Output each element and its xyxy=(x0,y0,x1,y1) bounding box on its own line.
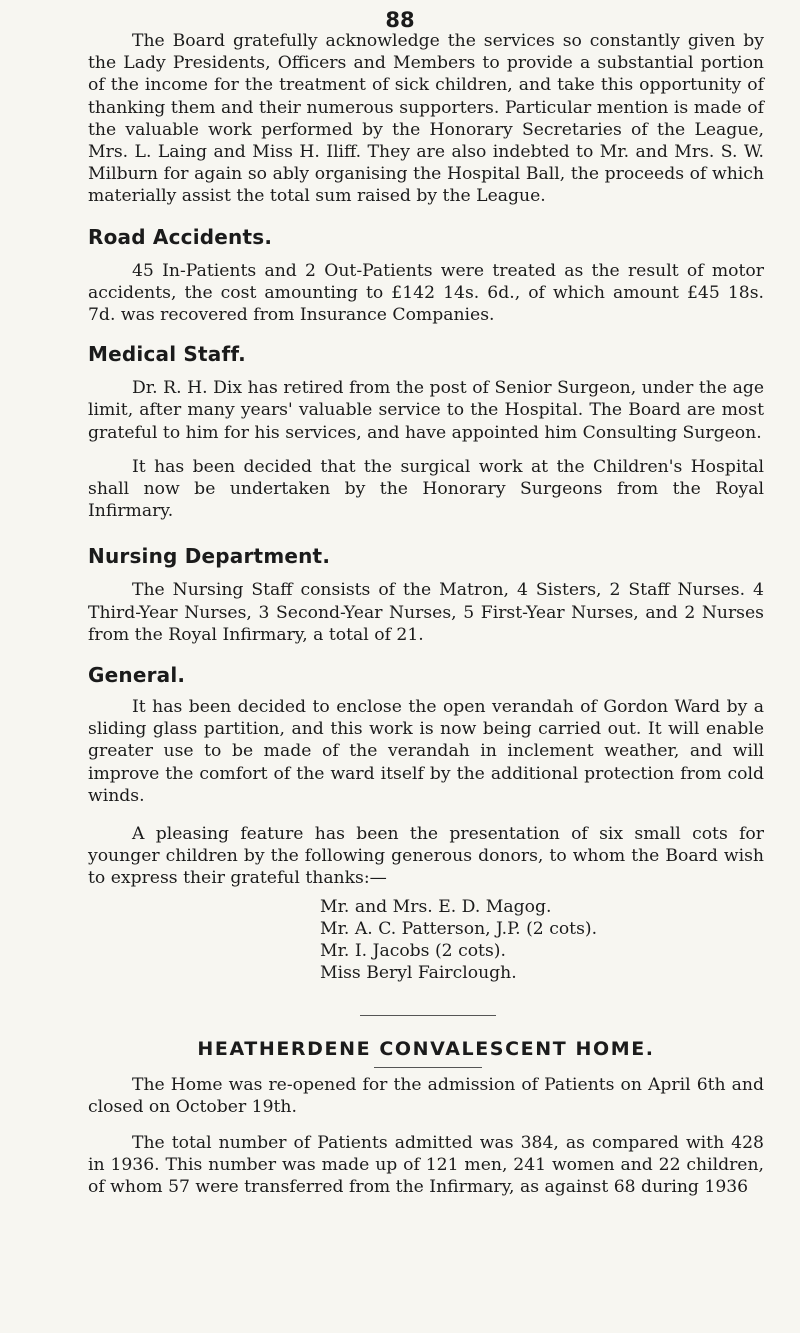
intro-paragraph: The Board gratefully acknowledge the services so constantly given by the Lady Presidents, Officers and Members to provide a substantial portion of the income for the treatment of sick children, and take this opportunity of thanking them and their numerous supporters. Particular mention is made of the valuable work performed by the Honorary Secretaries of the League, Mrs. L. Laing and Miss H. Iliff. They are also indebted to Mr. and Mrs. S. W. Milburn for again so ably organising the Hospital Ball, the proceeds of which materially assist the total sum raised by the League. xyxy=(88,31,764,207)
nursing-department-heading: Nursing Department. xyxy=(88,544,331,569)
page-content xyxy=(88,30,764,1199)
donor-item: Miss Beryl Fairclough. xyxy=(320,963,517,984)
donor-item: Mr. A. C. Patterson, J.P. (2 cots). xyxy=(320,918,598,939)
heading-underline xyxy=(374,1067,482,1068)
road-accidents-heading: Road Accidents. xyxy=(88,224,273,249)
general-paragraph-2: A pleasing feature has been the presentation of six small cots for younger children by the following generous donors, to whom the Board wish to express their grateful thanks:— xyxy=(88,824,764,889)
convalescent-home-paragraph-2: The total number of Patients admitted was 384, as compared with 428 in 1936. This number was made up of 121 men, 241 women and 22 children, of whom 57 were transferred from the Infirmary, as against 68 during 1936 xyxy=(88,1132,764,1198)
general-heading: General. xyxy=(88,663,186,688)
general-paragraph-1: It has been decided to enclose the open verandah of Gordon Ward by a sliding glass partition, and this work is now being carried out. It will enable greater use to be made of the verandah in inclement weather, and will improve the comfort of the ward itself by the additional protection from cold winds. xyxy=(88,697,764,806)
page-number: 88 xyxy=(385,8,415,32)
donor-list xyxy=(88,896,764,985)
medical-staff-paragraph-2: It has been decided that the surgical work at the Children's Hospital shall now be undertaken by the Honorary Surgeons from the Royal Infirmary. xyxy=(88,456,764,522)
nursing-department-paragraph: The Nursing Staff consists of the Matron, 4 Sisters, 2 Staff Nurses. 4 Third-Year Nurses, 3 Second-Year Nurses, 5 First-Year Nurses, and 2 Nurses from the Royal Infirmary, a total of 21. xyxy=(88,580,764,645)
convalescent-home-paragraph-1: The Home was re-opened for the admission of Patients on April 6th and closed on October 19th. xyxy=(88,1074,764,1117)
donor-item: Mr. and Mrs. E. D. Magog. xyxy=(320,896,552,917)
medical-staff-heading: Medical Staff. xyxy=(88,342,246,367)
convalescent-home-heading: HEATHERDENE CONVALESCENT HOME. xyxy=(197,1037,655,1060)
road-accidents-paragraph: 45 In-Patients and 2 Out-Patients were treated as the result of motor accidents, the cost amounting to £142 14s. 6d., of which amount £45 18s. 7d. was recovered from Insurance Companies. xyxy=(88,260,764,326)
donor-item: Mr. I. Jacobs (2 cots). xyxy=(320,941,506,962)
section-divider xyxy=(360,1015,496,1016)
medical-staff-paragraph-1: Dr. R. H. Dix has retired from the post of Senior Surgeon, under the age limit, after many years' valuable service to the Hospital. The Board are most grateful to him for his services, and have appointed him Consulting Surgeon. xyxy=(88,378,764,443)
